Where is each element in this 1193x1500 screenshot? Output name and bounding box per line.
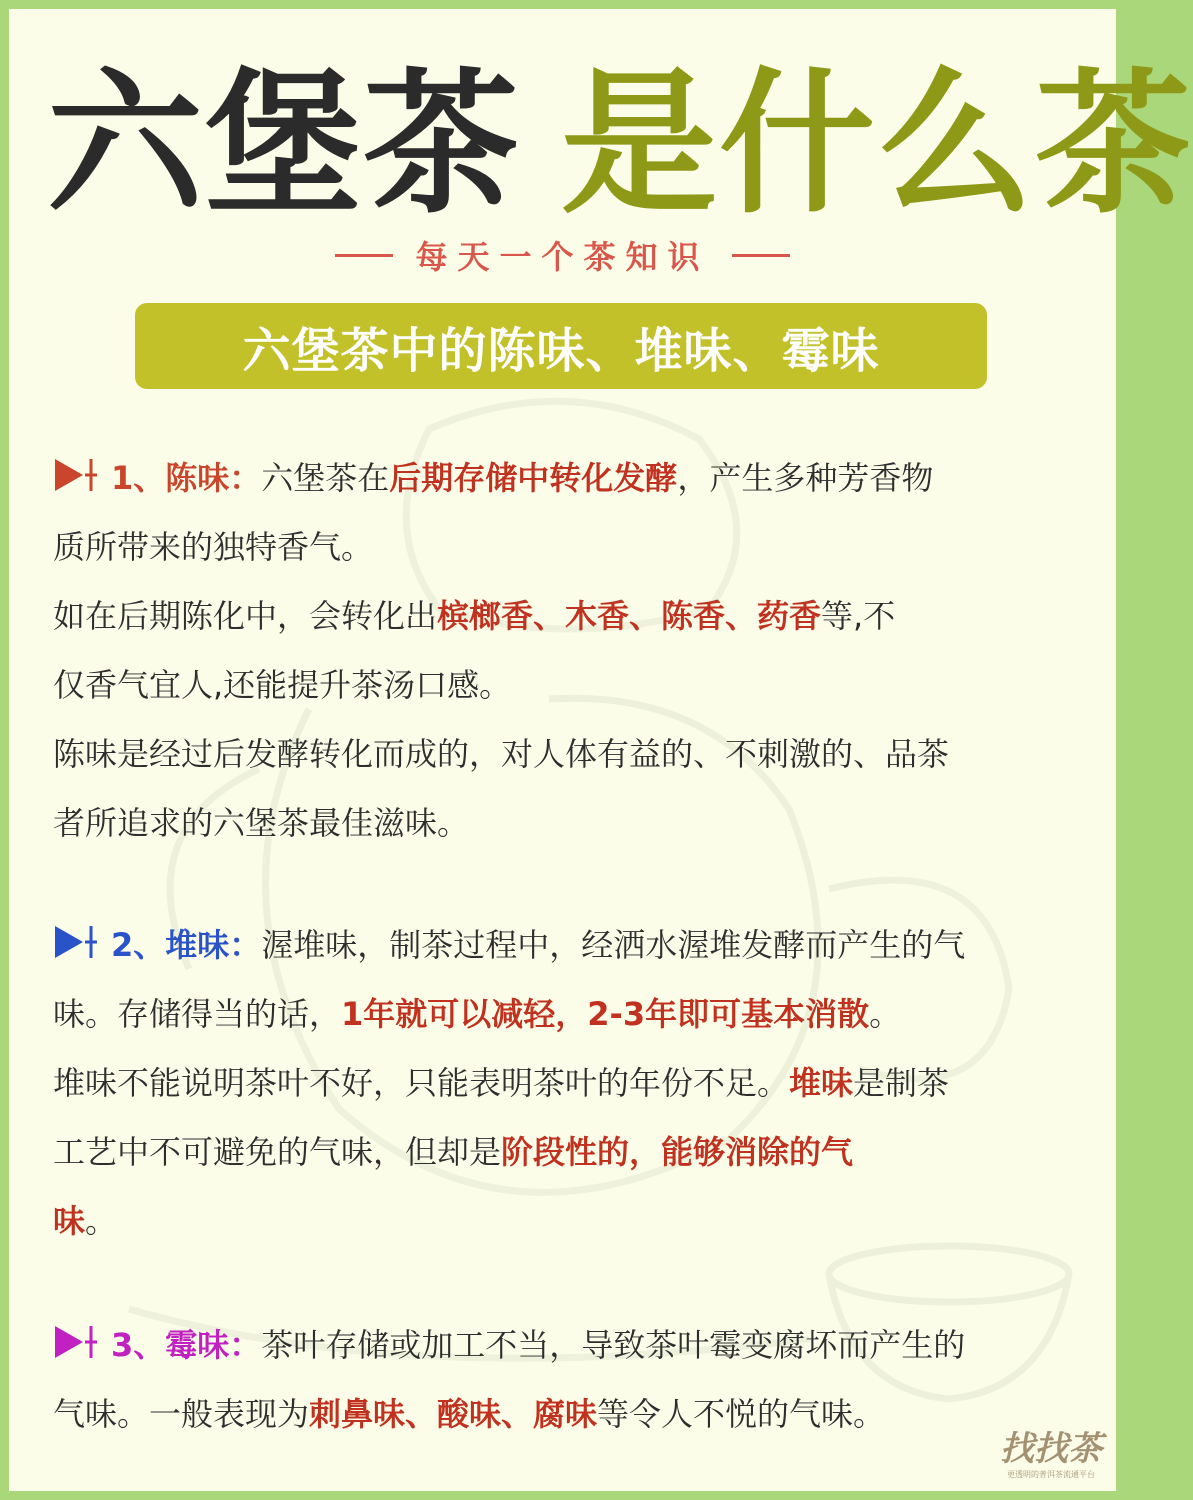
text: ，产生多种芳香物 [677, 459, 934, 497]
highlight-text: 阶段性的，能够消除的气 [501, 1133, 854, 1171]
play-triangle-marker-icon [53, 1322, 101, 1362]
highlight-text: 槟榔香、木香、陈香、药香 [437, 597, 822, 635]
text: 工艺中不可避免的气味，但却是 [53, 1133, 502, 1171]
highlight-text: 刺鼻味、酸味、腐味 [309, 1395, 598, 1433]
play-triangle-marker-icon [53, 922, 101, 962]
section1-line4: 仅香气宜人,还能提升茶汤口感。 [53, 666, 512, 704]
brand-logo [1000, 1429, 1102, 1481]
title-part2: 是什么茶 [561, 53, 1193, 235]
section1-line5: 陈味是经过后发酵转化而成的，对人体有益的、不刺激的、品茶 [53, 735, 950, 773]
logo-slogan: 更透明的普洱茶流通平台 [1007, 1470, 1095, 1479]
section-banner [135, 303, 987, 389]
subtitle [9, 227, 1116, 283]
section2-line1 [53, 911, 1078, 980]
title-part1: 六堡茶 [47, 53, 521, 235]
section2-line4 [53, 1118, 1078, 1187]
text: 如在后期陈化中，会转化出 [53, 597, 438, 635]
text: 等,不 [821, 597, 896, 635]
text: 。 [85, 1202, 118, 1240]
text: 堆味不能说明茶叶不好，只能表明茶叶的年份不足。 [53, 1064, 790, 1102]
section1-heading: 1、陈味： [111, 459, 262, 497]
section1-line2: 质所带来的独特香气。 [53, 528, 374, 566]
subtitle-dash-left [335, 254, 393, 257]
highlight-text: 味 [53, 1202, 86, 1240]
highlight-text: 后期存储中转化发酵 [389, 459, 678, 497]
text: 六堡茶在 [261, 459, 390, 497]
banner-text: 六堡茶中的陈味、堆味、霉味 [242, 322, 880, 379]
text: 茶叶存储或加工不当，导致茶叶霉变腐坏而产生的 [261, 1326, 966, 1364]
subtitle-dash-right [732, 254, 790, 257]
text: 味。存储得当的话， [53, 995, 342, 1033]
section-chenwei [53, 444, 1078, 858]
section1-line1 [53, 444, 1078, 513]
section-meiwei [53, 1311, 1078, 1449]
text: 渥堆味，制茶过程中，经洒水渥堆发酵而产生的气 [261, 926, 966, 964]
section2-line3 [53, 1049, 1078, 1118]
card [9, 9, 1193, 1491]
play-triangle-marker-icon [53, 455, 101, 495]
section1-line6: 者所追求的六堡茶最佳滋味。 [53, 804, 470, 842]
section3-line1 [53, 1311, 1078, 1380]
text: 。 [869, 995, 902, 1033]
logo-text: 找找茶 [1000, 1429, 1102, 1469]
page-title [47, 49, 1193, 239]
section2-heading: 2、堆味： [111, 926, 262, 964]
section3-heading: 3、霉味： [111, 1326, 262, 1364]
highlight-text: 堆味 [789, 1064, 854, 1102]
section-duiwei [53, 911, 1078, 1256]
highlight-text: 1年就可以减轻，2-3年即可基本消散 [341, 995, 870, 1033]
section2-line5 [53, 1187, 1078, 1256]
section3-line2 [53, 1380, 1078, 1449]
text: 等令人不悦的气味。 [597, 1395, 886, 1433]
section1-line3 [53, 582, 1078, 651]
section2-line2 [53, 980, 1078, 1049]
subtitle-text: 每天一个茶知识 [415, 238, 710, 276]
text: 气味。一般表现为 [53, 1395, 310, 1433]
text: 是制茶 [853, 1064, 950, 1102]
